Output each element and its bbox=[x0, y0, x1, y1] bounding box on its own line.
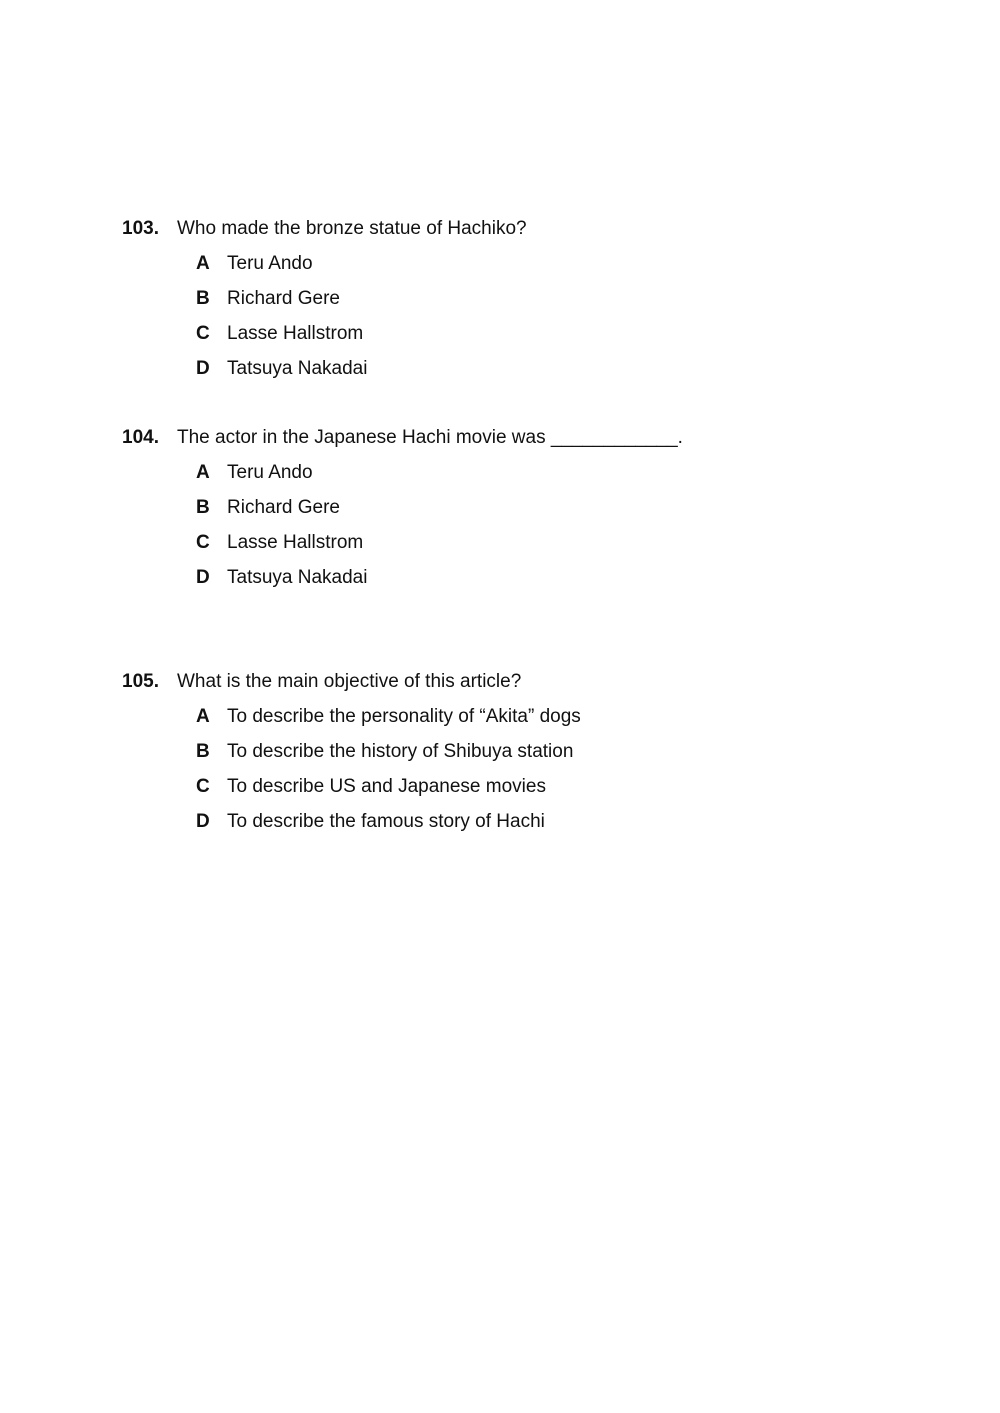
option-letter: C bbox=[196, 776, 210, 797]
question-text: The actor in the Japanese Hachi movie was ____________. bbox=[177, 427, 683, 448]
option-text: To describe the history of Shibuya station bbox=[227, 741, 574, 762]
option-text: To describe US and Japanese movies bbox=[227, 776, 546, 797]
question-text: What is the main objective of this article? bbox=[177, 671, 522, 692]
question-number: 104. bbox=[122, 427, 159, 448]
option-d[interactable] bbox=[122, 351, 942, 386]
question-number: 105. bbox=[122, 671, 159, 692]
option-letter: A bbox=[196, 706, 210, 727]
option-letter: A bbox=[196, 462, 210, 483]
option-letter: C bbox=[196, 323, 210, 344]
option-letter: D bbox=[196, 567, 210, 588]
question-number: 103. bbox=[122, 218, 159, 239]
option-letter: C bbox=[196, 532, 210, 553]
option-c[interactable] bbox=[122, 316, 942, 351]
option-text: Teru Ando bbox=[227, 462, 313, 483]
option-a[interactable] bbox=[122, 699, 942, 734]
option-letter: D bbox=[196, 811, 210, 832]
option-letter: B bbox=[196, 497, 210, 518]
option-d[interactable] bbox=[122, 804, 942, 839]
option-b[interactable] bbox=[122, 490, 942, 525]
option-b[interactable] bbox=[122, 281, 942, 316]
option-letter: D bbox=[196, 358, 210, 379]
question-text: Who made the bronze statue of Hachiko? bbox=[177, 218, 527, 239]
question-stem bbox=[122, 211, 942, 246]
option-text: Tatsuya Nakadai bbox=[227, 358, 368, 379]
question-stem bbox=[122, 664, 942, 699]
option-text: Teru Ando bbox=[227, 253, 313, 274]
option-b[interactable] bbox=[122, 734, 942, 769]
option-text: Richard Gere bbox=[227, 497, 340, 518]
option-letter: B bbox=[196, 741, 210, 762]
option-text: To describe the personality of “Akita” dogs bbox=[227, 706, 581, 727]
option-c[interactable] bbox=[122, 769, 942, 804]
option-a[interactable] bbox=[122, 246, 942, 281]
option-text: Lasse Hallstrom bbox=[227, 323, 364, 344]
question-103 bbox=[122, 211, 942, 386]
option-letter: B bbox=[196, 288, 210, 309]
question-stem bbox=[122, 420, 942, 455]
option-a[interactable] bbox=[122, 455, 942, 490]
question-104 bbox=[122, 420, 942, 595]
option-text: Lasse Hallstrom bbox=[227, 532, 364, 553]
option-d[interactable] bbox=[122, 560, 942, 595]
option-text: Tatsuya Nakadai bbox=[227, 567, 368, 588]
option-text: To describe the famous story of Hachi bbox=[227, 811, 545, 832]
question-105 bbox=[122, 664, 942, 839]
option-text: Richard Gere bbox=[227, 288, 340, 309]
option-c[interactable] bbox=[122, 525, 942, 560]
option-letter: A bbox=[196, 253, 210, 274]
